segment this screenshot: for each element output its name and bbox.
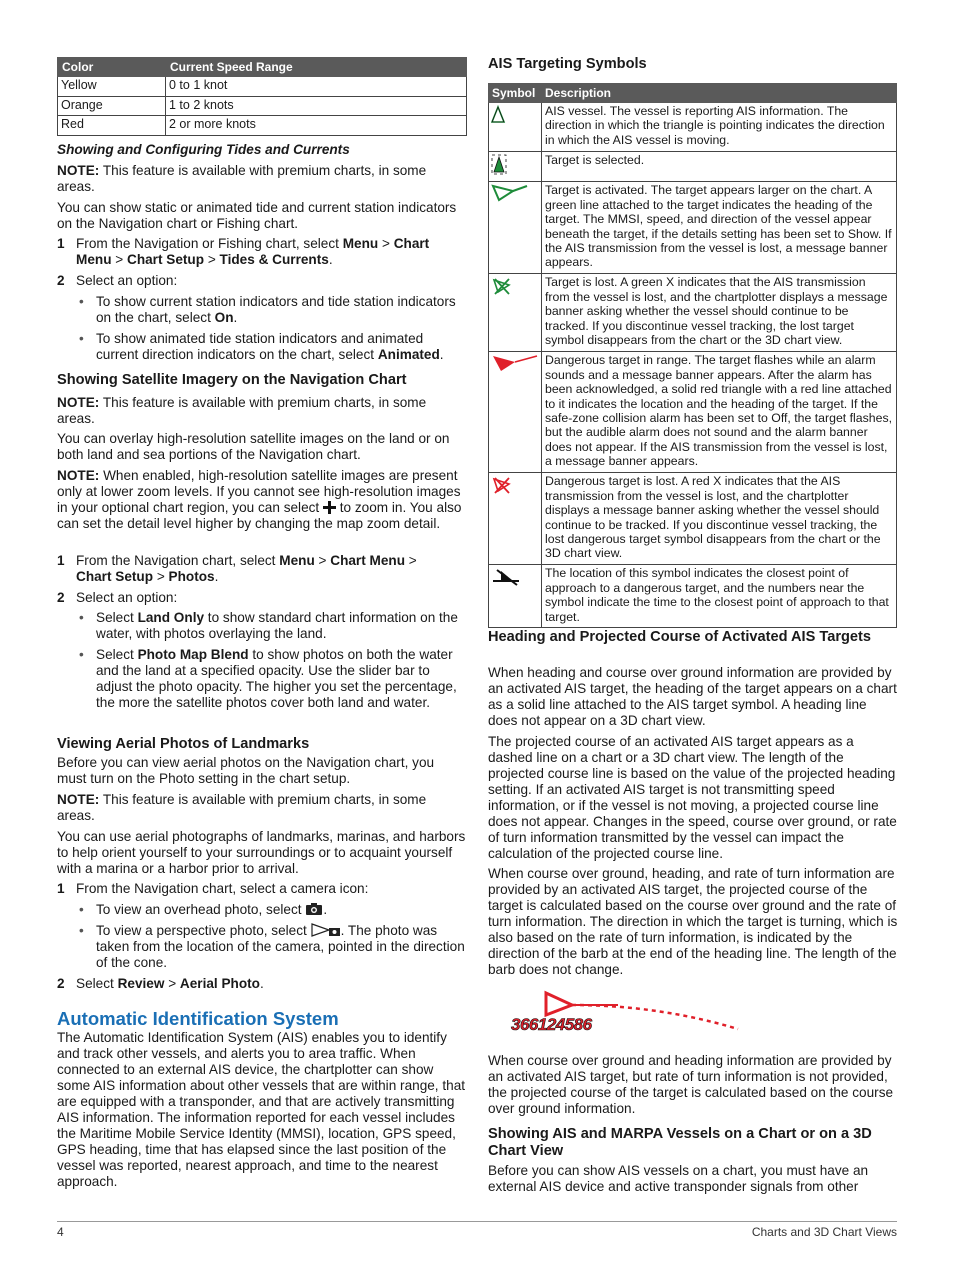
camera-icon — [305, 902, 323, 916]
heading-course-p3: When course over ground, heading, and rate of turn information are provided by an activated AIS target, the projected course of the target is calculated based on the course over ground and the rate of turn information. The direction in which the target is turning, which is also based on the rate of turn information, is indicated by the direction of the barb at the end of the heading line. The length of the barb does not change. — [488, 866, 898, 977]
heading-course-p4: When course over ground and heading information are provided by an activated AIS target, but rate of turn information is not provided, the projected course of the target is calculated based on the course over ground information. — [488, 1053, 894, 1116]
table-cell: Target is activated. The target appears larger on the chart. A green line attached to the target indicates the heading of the target. The MMSI, speed, and direction of the vessel appear beneath the target, if the details setting has been set to Show. If the AIS transmission from the vessel is lost, a message banner appears. — [542, 182, 897, 274]
satellite-intro: You can overlay high-resolution satellite images on the land or on both land and sea portions of the Navigation chart. — [57, 431, 450, 462]
table-header: Color — [58, 58, 166, 77]
lost-target-icon — [491, 276, 515, 298]
section-title: Charts and 3D Chart Views — [751, 1225, 897, 1239]
tides-option-1: • To show current station indicators and tide station indicators on the chart, select On. — [79, 294, 456, 325]
table-cell: 1 to 2 knots — [166, 96, 467, 116]
ais-vessel-icon — [491, 105, 511, 125]
satellite-option-1: • Select Land Only to show standard chart information on the water, with photos overlaying the land. — [79, 610, 458, 641]
table-cell: Dangerous target in range. The target flashes while an alarm sounds and a message banner appears. After the alarm has been acknowledged, a solid red triangle with a red line attached to it indicates the location and the heading of the target. If the safe-zone collision alarm has been set to Off, the target flashes, but the audible alarm does not sound and the alarm banner does not appear. If the AIS transmission from the vessel is lost, a message banner appears. — [542, 352, 897, 473]
marpa-heading: Showing AIS and MARPA Vessels on a Chart or on a 3D Chart View — [488, 1126, 872, 1159]
ais-section-body: The Automatic Identification System (AIS) enables you to identify and track other vessels, and alerts you to area traffic. When connected to an external AIS device, the chartplotter can show some AIS information about other vessels that are within range, that are equipped with a transponder, and that are actively transmitting AIS information. The information reported for each vessel includes the Maritime Mobile Service Identity (MMSI), location, GPS speed, GPS heading, time that has elapsed since the last position of the vessel was reported, nearest approach, and time to the nearest approach. — [57, 1030, 466, 1189]
table-header: Description — [542, 84, 897, 103]
page-number: 4 — [57, 1225, 64, 1239]
tides-step-1: 1 From the Navigation or Fishing chart, select Menu > Chart Menu > Chart Setup > Tides & Currents. — [57, 236, 430, 267]
satellite-option-2: • Select Photo Map Blend to show photos on both the water and the land at a specified opacity. Use the slider bar to adjust the photo opacity. The higher you set the percentage, the more the satellite photos cover both land and water. — [79, 647, 457, 710]
satellite-heading: Showing Satellite Imagery on the Navigation Chart — [57, 372, 407, 388]
aerial-note: NOTE: This feature is available with premium charts, in some areas. — [57, 792, 427, 823]
table-row — [489, 182, 897, 274]
tides-note: NOTE: This feature is available with premium charts, in some areas. — [57, 163, 427, 194]
satellite-note-2: NOTE: When enabled, high-resolution satellite images are present only at lower zoom levels. If you cannot see high-resolution images in your optional chart region, you can select to zoom in. You also can set the detail level higher by changing the map zoom detail. — [57, 468, 462, 531]
targeting-heading: AIS Targeting Symbols — [488, 56, 647, 72]
ais-section-heading: Automatic Identification System — [57, 1008, 339, 1029]
table-cell: 2 or more knots — [166, 116, 467, 136]
table-cell: Red — [58, 116, 166, 136]
table-cell: Dangerous target is lost. A red X indicates that the AIS transmission from the vessel is lost, and the chartplotter displays a message banner asking whether the vessel should continue to be tracked. If you discontinue vessel tracking, the lost dangerous target symbol disappears from the chart or the 3D chart view. — [542, 473, 897, 565]
zoom-in-plus-icon — [323, 501, 336, 514]
satellite-step-1: 1 From the Navigation chart, select Menu > Chart Menu > Chart Setup > Photos. — [57, 553, 417, 584]
closest-approach-icon — [491, 567, 521, 587]
tides-intro: You can show static or animated tide and current station indicators on the Navigation chart or Fishing chart. — [57, 200, 457, 231]
aerial-p2: You can use aerial photographs of landmarks, marinas, and harbors to help orient yourself to your surroundings or to acquaint yourself with a marina or a harbor prior to arrival. — [57, 829, 466, 876]
table-row — [489, 274, 897, 352]
table-row — [58, 77, 467, 97]
table-row — [489, 565, 897, 628]
table-header: Symbol — [489, 84, 542, 103]
heading-course-p1: When heading and course over ground information are provided by an activated AIS target, the heading of the target appears on a chart as a solid line attached to the AIS target symbol. A heading line does not appear on a 3D chart view. — [488, 665, 897, 728]
table-header: Current Speed Range — [166, 58, 467, 77]
heading-course-p2: The projected course of an activated AIS target appears as a dashed line on a chart or a 3D chart view. The length of the projected course line is based on the value of the projected heading setting. If an activated AIS target is not transmitting speed information, or if the vessel is not moving, a projected course line does not appear. Changes in the speed, course over ground, or rate of turn information transmitted by the vessel can impact the calculation of the projected course line. — [488, 734, 897, 861]
table-row — [489, 473, 897, 565]
perspective-camera-icon — [311, 923, 341, 937]
table-row — [489, 152, 897, 182]
table-cell: Yellow — [58, 77, 166, 97]
aerial-intro: Before you can view aerial photos on the Navigation chart, you must turn on the Photo setting in the chart setup. — [57, 755, 435, 786]
table-cell: Target is selected. — [542, 152, 897, 182]
table-row — [489, 352, 897, 473]
dangerous-target-icon — [491, 354, 539, 374]
aerial-heading: Viewing Aerial Photos of Landmarks — [57, 736, 310, 752]
table-cell: Target is lost. A green X indicates that the AIS transmission from the vessel is lost, and the chartplotter displays a message banner asking whether the vessel should continue to be tracked. If you discontinue vessel tracking, the lost target symbol disappears from the chart or the 3D chart view. — [542, 274, 897, 352]
table-row — [489, 103, 897, 152]
table-cell: 0 to 1 knot — [166, 77, 467, 97]
lost-dangerous-target-icon — [491, 475, 515, 497]
tides-heading: Showing and Configuring Tides and Currents — [57, 142, 350, 157]
ais-symbols-table — [488, 83, 897, 628]
table-row — [58, 96, 467, 116]
tides-option-2: • To show animated tide station indicators and animated current direction indicators on the chart, select Animated. — [79, 331, 444, 362]
table-cell: The location of this symbol indicates the closest point of approach to a dangerous target, and the numbers near the symbol indicate the time to the closest point of approach to that target. — [542, 565, 897, 628]
table-cell: AIS vessel. The vessel is reporting AIS information. The direction in which the triangle is pointing indicates the direction in which the AIS vessel is moving. — [542, 103, 897, 152]
activated-target-icon — [491, 184, 531, 204]
table-row — [58, 116, 467, 136]
aerial-option-2: • To view a perspective photo, select . The photo was taken from the location of the camera, pointed in the direction of the cone. — [79, 923, 465, 970]
projected-course-figure — [508, 985, 758, 1045]
satellite-note: NOTE: This feature is available with premium charts, in some areas. — [57, 395, 427, 426]
table-cell: Orange — [58, 96, 166, 116]
marpa-p1: Before you can show AIS vessels on a chart, you must have an external AIS device and active transponder signals from other — [488, 1163, 869, 1194]
selected-target-icon — [491, 154, 511, 176]
footer-divider — [57, 1221, 897, 1222]
current-speed-table — [57, 57, 467, 136]
mmsi-label: 366124586 — [511, 1015, 592, 1034]
heading-course-heading: Heading and Projected Course of Activated AIS Targets — [488, 629, 872, 645]
